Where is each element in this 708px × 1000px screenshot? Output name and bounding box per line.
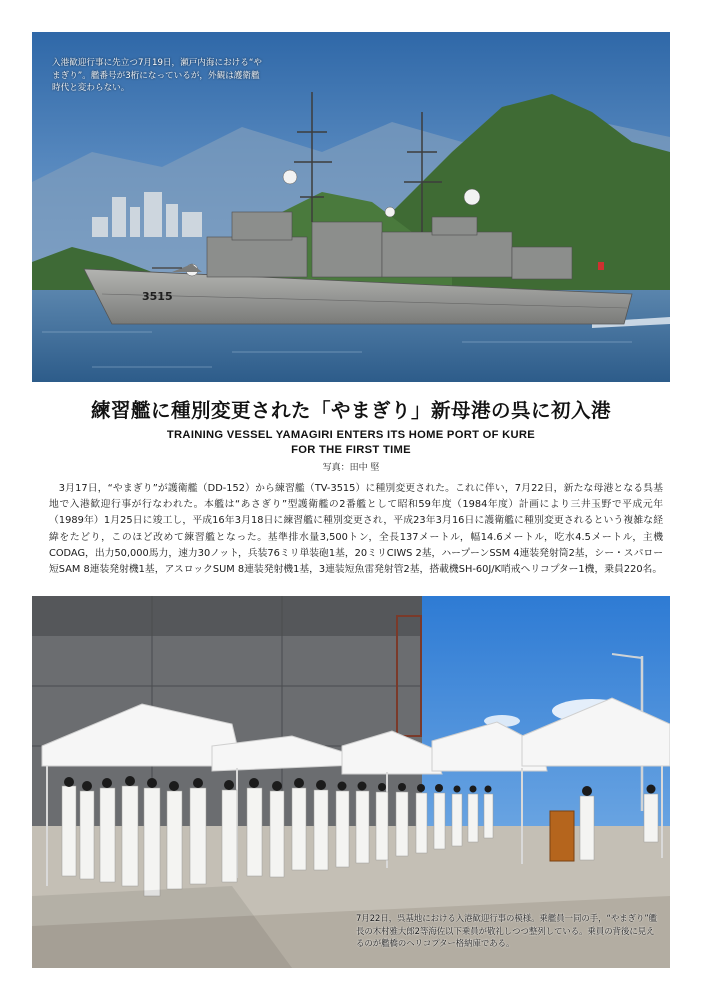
article-body: 3月17日，“やまぎり”が護衛艦（DD-152）から練習艦（TV-3515）に種別変更された。これに伴い，7月22日，新たな母港となる呉基地で入港歓迎行事が行なわれた。本艦は“あさぎり”型護衛艦の2番艦として昭和59年度（1984年度）計画により三井玉野で平成元年（1989年）1月25日に竣工し，平成16年3月18日に練習艦に種別変更され，平成23年3月16日に護衛艦に種別変更されるという複雑な経緯をたどり，このほど改めて練習艦となった。基準排水量3,500トン，全長137メートル，幅14.6メートル，吃水4.5メートル，主機CODAG，出力50,000馬力，速力30ノット，兵装76ミリ単装砲1基，20ミリCIWS 2基，ハープーンSSM 4連装発射筒2基，シー・スパロー短SAM 8連装発射機1基，アスロックSUM 8連装発射機1基，3連装短魚雷発射管2基，搭載機SH-60J/K哨戒ヘリコプター1機，乗員220名。 xyxy=(49,483,663,576)
photo-credit: 写真：田中 堅 xyxy=(322,463,380,473)
article-title-japanese: 練習艦に種別変更された「やまぎり」新母港の呉に初入港 xyxy=(90,399,611,422)
caption-top-photo: 入港歓迎行事に先立つ7月19日，瀬戸内海における“やまぎり”。艦番号が3桁になっているが，外観は護衛艦時代と変わらない。 xyxy=(52,58,262,93)
hull-number: 3515 xyxy=(142,290,173,303)
caption-bottom-photo: 7月22日，呉基地における入港歓迎行事の模様。乗艦員一同の手，“やまぎり”艦長の木村雅大郎2等海佐以下乗員が敬礼しつつ整列している。乗員の背後に見えるのが艦橋のヘリコプター格納庫である。 xyxy=(356,913,658,948)
article-title-english xyxy=(32,428,670,457)
title-en-line-2: FOR THE FIRST TIME xyxy=(291,443,411,456)
title-en-line-1: TRAINING VESSEL YAMAGIRI ENTERS ITS HOME PORT OF KURE xyxy=(166,429,536,441)
